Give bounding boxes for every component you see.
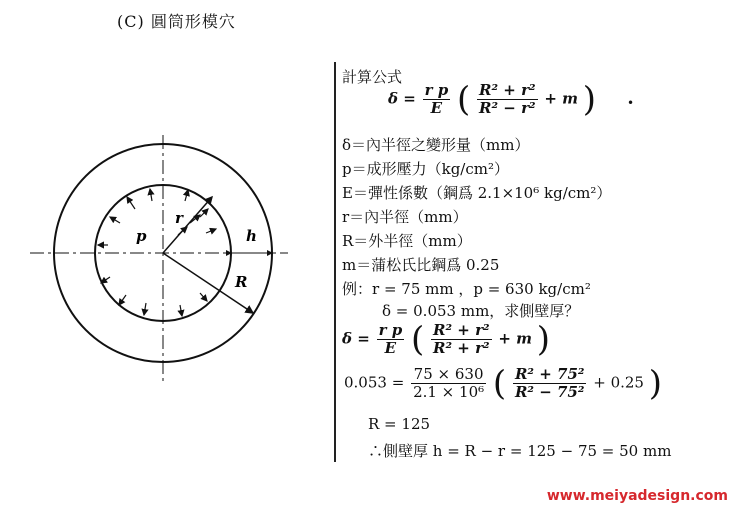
label-R: R: [235, 273, 248, 291]
cylinder-cavity-figure: [30, 135, 300, 395]
step-formula: δ = $\frac{\text{r p}}{E}$ ( $\frac{\text{R² + r²}}{\text{R² + r²}}$ + m ): [342, 319, 551, 360]
definition-R: R＝外半徑（mm）: [342, 232, 472, 250]
definition-m: m＝蒲松氏比鋼爲 0.25: [342, 256, 500, 274]
formula-column: [340, 60, 732, 470]
radius-r-line: [163, 197, 212, 253]
watermark: www.meiyadesign.com: [546, 488, 728, 504]
vertical-divider: [334, 62, 336, 462]
example-line-1: 例：r = 75 mm ，p = 630 kg/cm²: [342, 280, 591, 298]
section-title: (C) 圓筒形模穴: [117, 12, 236, 31]
label-r: r: [175, 209, 183, 227]
label-p: p: [136, 227, 147, 245]
stray-mark: •: [627, 96, 635, 110]
main-fraction: $\frac{\text{r p}}{E}$: [424, 81, 449, 117]
definition-E: E＝彈性係數（鋼爲 2.1×10⁶ kg/cm²）: [342, 184, 612, 202]
example-line-2: δ = 0.053 mm，求側壁厚？: [382, 302, 580, 320]
main-inner-fraction: $\frac{\text{R² + r²}}{\text{R² − r²}}$: [479, 81, 536, 117]
formula-heading: 計算公式: [342, 68, 403, 86]
result-h: ∴側壁厚 h = R − r = 125 − 75 = 50 mm: [368, 442, 672, 460]
numeric-formula: 0.053 = $\frac{75 \times 630}{\text{2.1 × 10⁶}}$ ( $\frac{\text{R² + 75²}}{\text{R² − 75²}}$ + 0.25 ): [344, 363, 663, 404]
definition-delta: δ＝內半徑之變形量（mm）: [342, 136, 530, 154]
definition-r: r＝內半徑（mm）: [342, 208, 468, 226]
main-formula: δ = $\frac{\text{r p}}{E}$ ( $\frac{\text{R² + r²}}{\text{R² − r²}}$ + m ): [388, 79, 597, 120]
main-lhs: δ =: [388, 89, 416, 108]
definition-p: p＝成形壓力（kg/cm²）: [342, 160, 509, 178]
result-R: R = 125: [368, 415, 431, 433]
cross-section-diagram: [30, 135, 300, 395]
label-h: h: [246, 227, 257, 245]
